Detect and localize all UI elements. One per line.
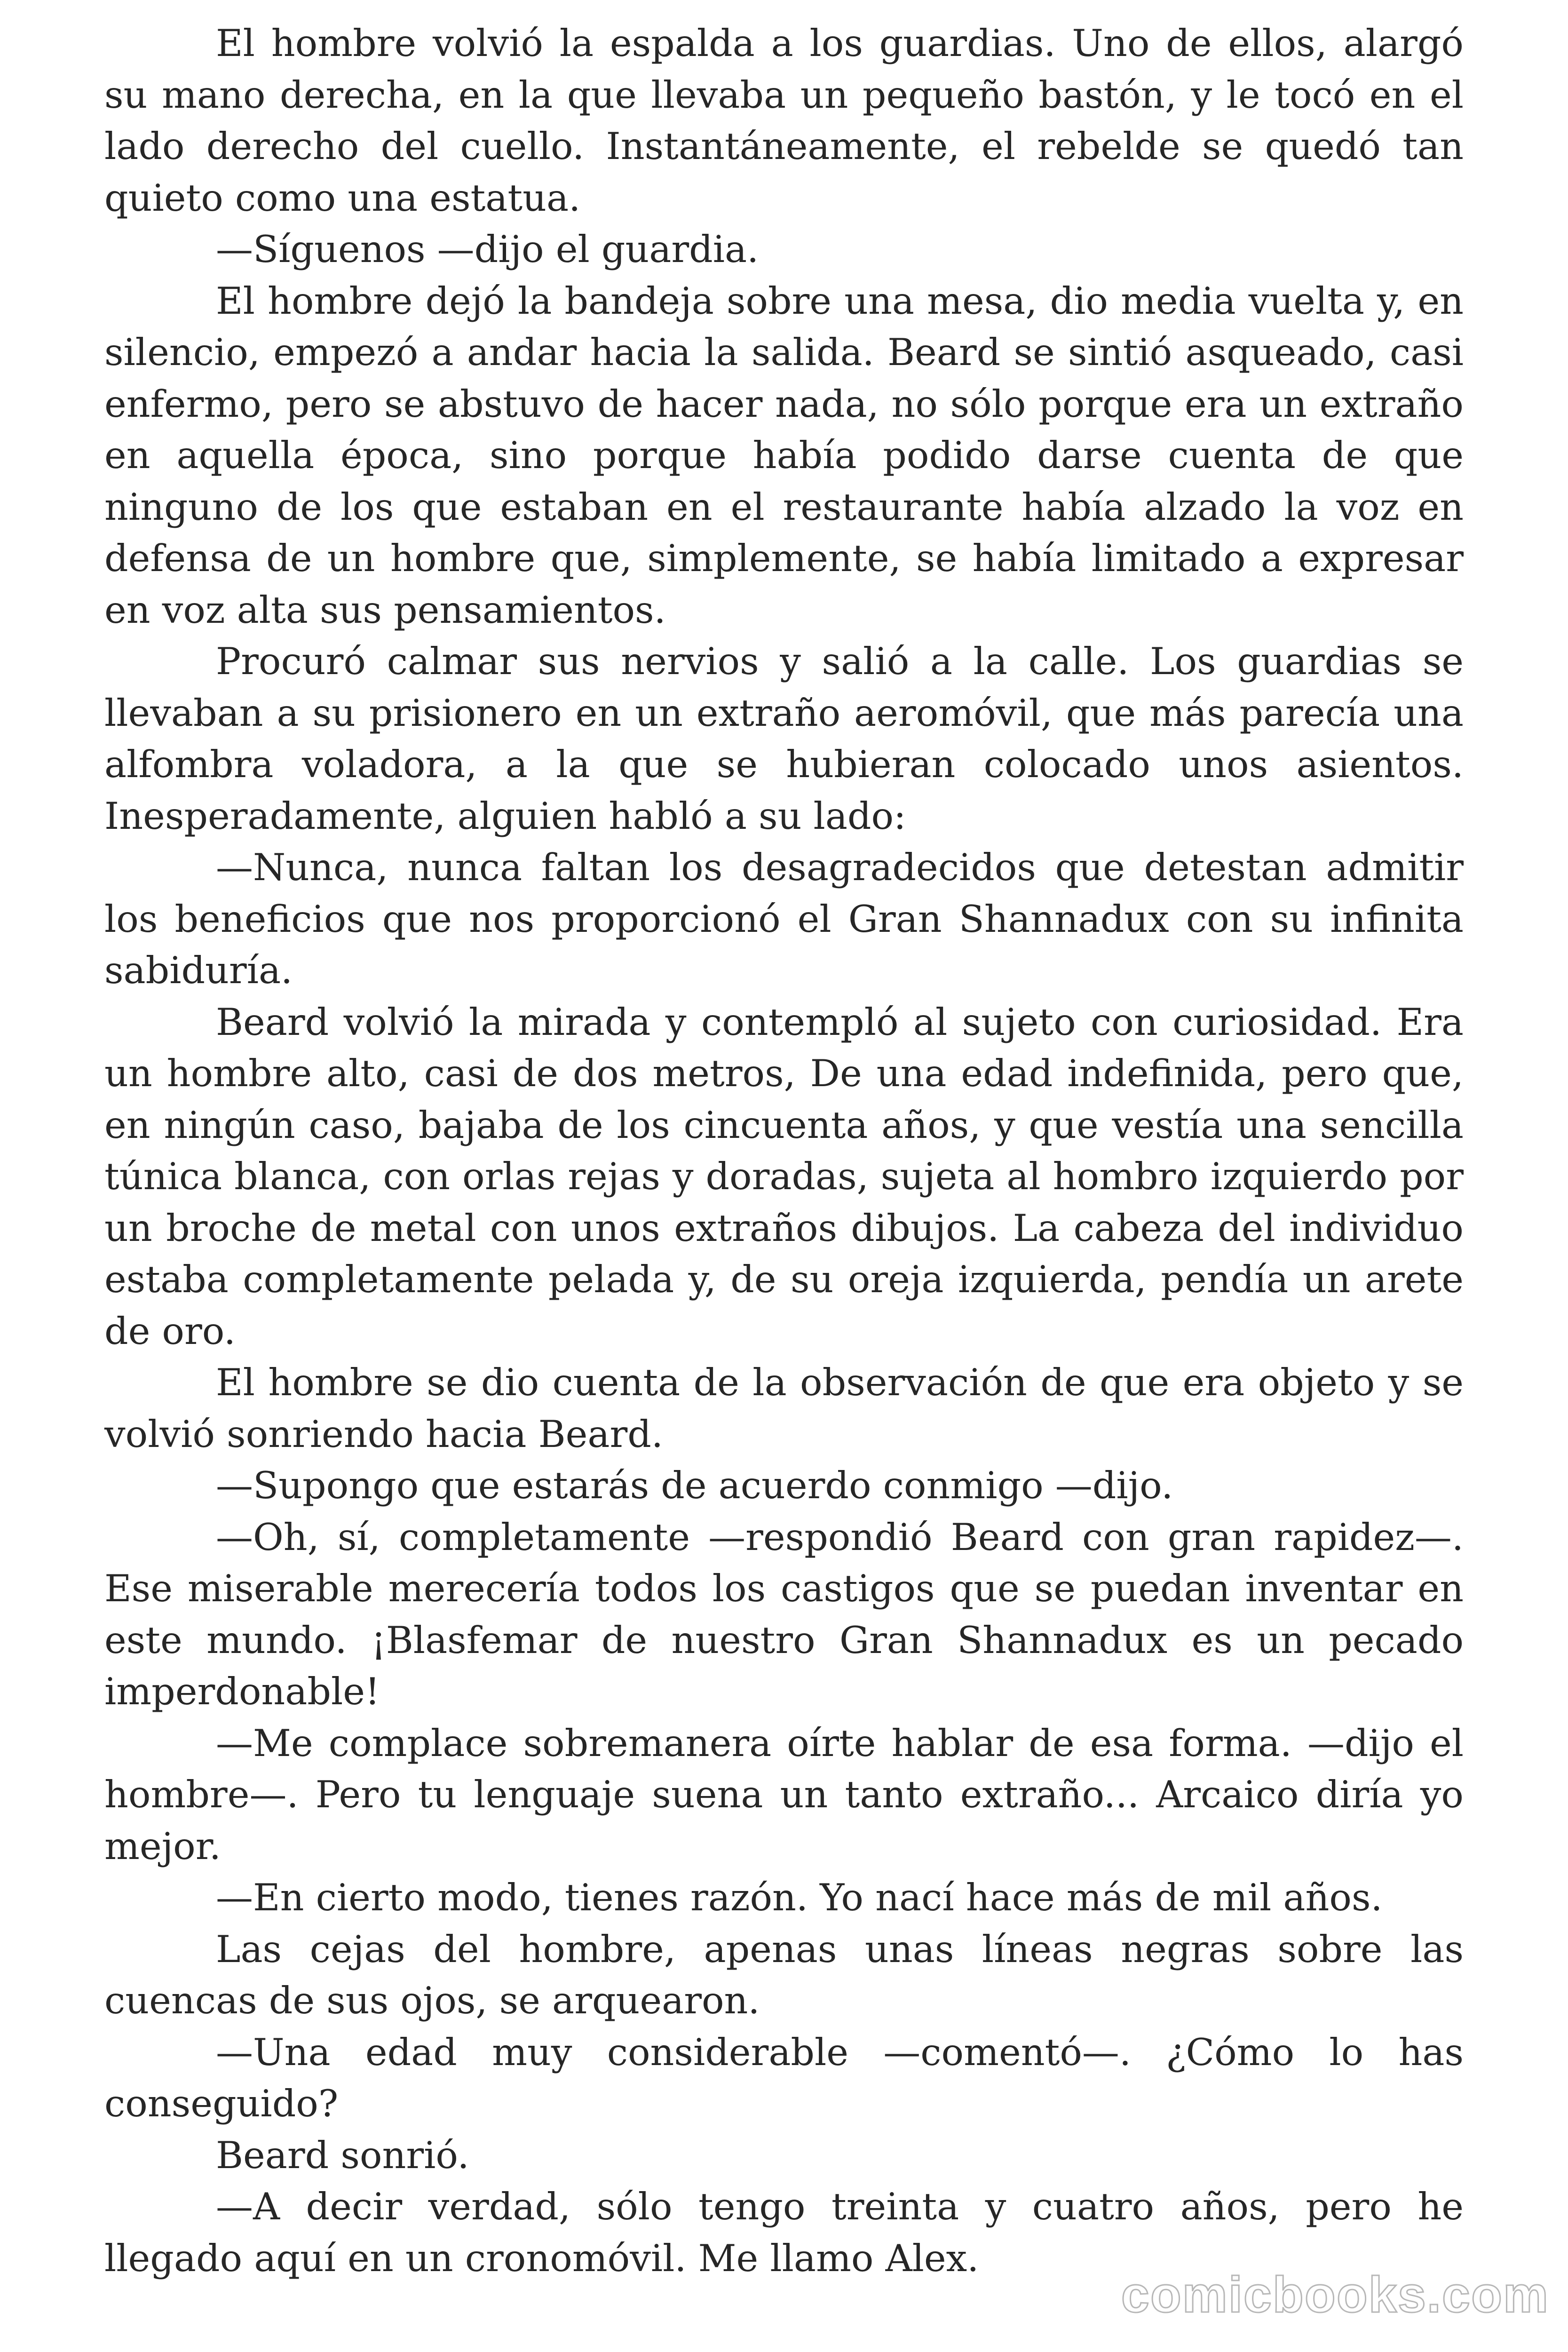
watermark: comicbooks.com bbox=[1121, 2266, 1549, 2323]
paragraph: —Me complace sobremanera oírte hablar de esa forma. —dijo el hombre—. Pero tu lenguaje suena un tanto extraño... Arcaico diría yo mejor. bbox=[104, 1721, 1464, 1868]
paragraph: —Síguenos —dijo el guardia. bbox=[216, 228, 759, 271]
document-page bbox=[104, 18, 1464, 2284]
paragraph: El hombre volvió la espalda a los guardias. Uno de ellos, alargó su mano derecha, en la que llevaba un pequeño bastón, y le tocó en el lado derecho del cuello. Instantáneamente, el rebelde se quedó tan quieto como una estatua. bbox=[104, 22, 1464, 220]
paragraph: —Una edad muy considerable —comentó—. ¿Cómo lo has conseguido? bbox=[104, 2030, 1464, 2125]
paragraph: Beard volvió la mirada y contempló al sujeto con curiosidad. Era un hombre alto, casi de dos metros, De una edad indefinida, pero que, en ningún caso, bajaba de los cincuenta años, y que vestía una sencilla túnica blanca, con orlas rejas y doradas, sujeta al hombro izquierdo por un broche de metal con unos extraños dibujos. La cabeza del individuo estaba completamente pelada y, de su oreja izquierda, pendía un arete de oro. bbox=[104, 1000, 1464, 1353]
paragraph: —Nunca, nunca faltan los desagradecidos que detestan admitir los beneficios que nos proporcionó el Gran Shannadux con su infinita sabiduría. bbox=[104, 846, 1464, 992]
paragraph: —Oh, sí, completamente —respondió Beard con gran rapidez—. Ese miserable merecería todos los castigos que se puedan inventar en este mundo. ¡Blasfemar de nuestro Gran Shannadux es un pecado imperdonable! bbox=[104, 1515, 1464, 1713]
paragraph: —A decir verdad, sólo tengo treinta y cuatro años, pero he llegado aquí en un cronomóvil. Me llamo Alex. bbox=[104, 2185, 1464, 2280]
paragraph: —Supongo que estarás de acuerdo conmigo —dijo. bbox=[216, 1464, 1173, 1507]
paragraph: El hombre dejó la bandeja sobre una mesa, dio media vuelta y, en silencio, empezó a andar hacia la salida. Beard se sintió asqueado, casi enfermo, pero se abstuvo de hacer nada, no sólo porque era un extraño en aquella época, sino porque había podido darse cuenta de que ninguno de los que estaban en el restaurante había alzado la voz en defensa de un hombre que, simplemente, se había limitado a expresar en voz alta sus pensamientos. bbox=[104, 279, 1464, 632]
paragraph: Beard sonrió. bbox=[216, 2133, 469, 2177]
paragraph: El hombre se dio cuenta de la observación de que era objeto y se volvió sonriendo hacia Beard. bbox=[104, 1361, 1464, 1456]
paragraph: Procuró calmar sus nervios y salió a la calle. Los guardias se llevaban a su prisionero en un extraño aeromóvil, que más parecía una alfombra voladora, a la que se hubieran colocado unos asientos. Inesperadamente, alguien habló a su lado: bbox=[104, 640, 1464, 838]
paragraph: —En cierto modo, tienes razón. Yo nací hace más de mil años. bbox=[216, 1876, 1383, 1919]
paragraph: Las cejas del hombre, apenas unas líneas negras sobre las cuencas de sus ojos, se arquearon. bbox=[104, 1927, 1464, 2022]
